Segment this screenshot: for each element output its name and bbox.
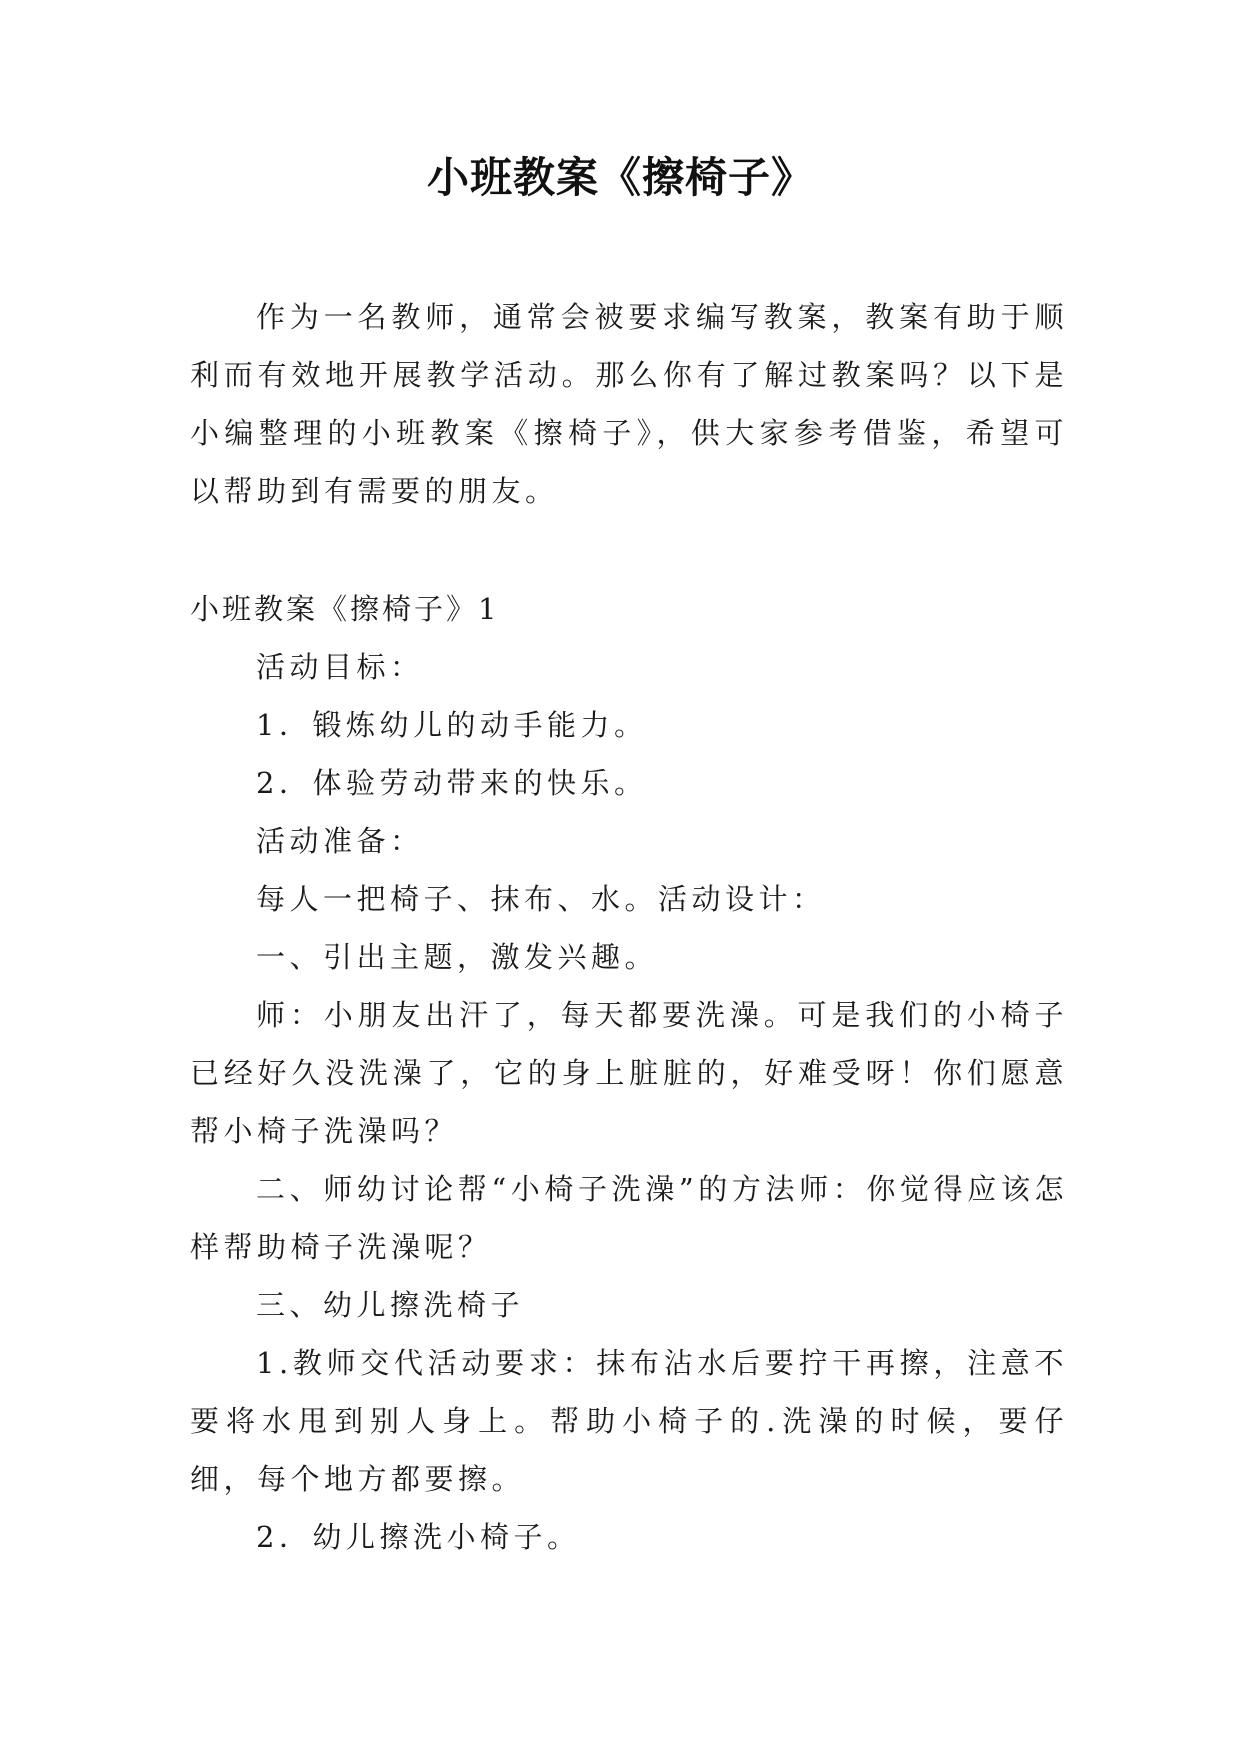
step-3-item-2: 2．幼儿擦洗小椅子。 bbox=[256, 1520, 581, 1554]
section-heading: 小班教案《擦椅子》1 bbox=[190, 592, 500, 626]
teacher-dialogue: 师：小朋友出汗了，每天都要洗澡。可是我们的小椅子已经好久没洗澡了，它的身上脏脏的，好难受呀！你们愿意帮小椅子洗澡吗？ bbox=[190, 998, 1068, 1148]
prep-text: 每人一把椅子、抹布、水。活动设计： bbox=[256, 882, 826, 916]
step-1: 一、引出主题，激发兴趣。 bbox=[256, 940, 659, 974]
prep-label: 活动准备： bbox=[256, 824, 424, 858]
paragraph-gap bbox=[190, 520, 1068, 580]
step-2: 二、师幼讨论帮“小椅子洗澡”的方法师：你觉得应该怎样帮助椅子洗澡呢？ bbox=[190, 1172, 1068, 1264]
document-body bbox=[190, 288, 1068, 1566]
step-3: 三、幼儿擦洗椅子 bbox=[256, 1288, 525, 1322]
intro-paragraph: 作为一名教师，通常会被要求编写教案，教案有助于顺利而有效地开展教学活动。那么你有了解过教案吗？以下是小编整理的小班教案《擦椅子》，供大家参考借鉴，希望可以帮助到有需要的朋友。 bbox=[190, 300, 1068, 508]
goal-item-2: 2．体验劳动带来的快乐。 bbox=[256, 766, 648, 800]
goals-label: 活动目标： bbox=[256, 650, 424, 684]
goal-item-1: 1．锻炼幼儿的动手能力。 bbox=[256, 708, 648, 742]
step-3-item-1: 1.教师交代活动要求：抹布沾水后要拧干再擦，注意不要将水甩到别人身上。帮助小椅子的.洗澡的时候，要仔细，每个地方都要擦。 bbox=[190, 1346, 1068, 1496]
document-title: 小班教案《擦椅子》 bbox=[426, 153, 814, 202]
